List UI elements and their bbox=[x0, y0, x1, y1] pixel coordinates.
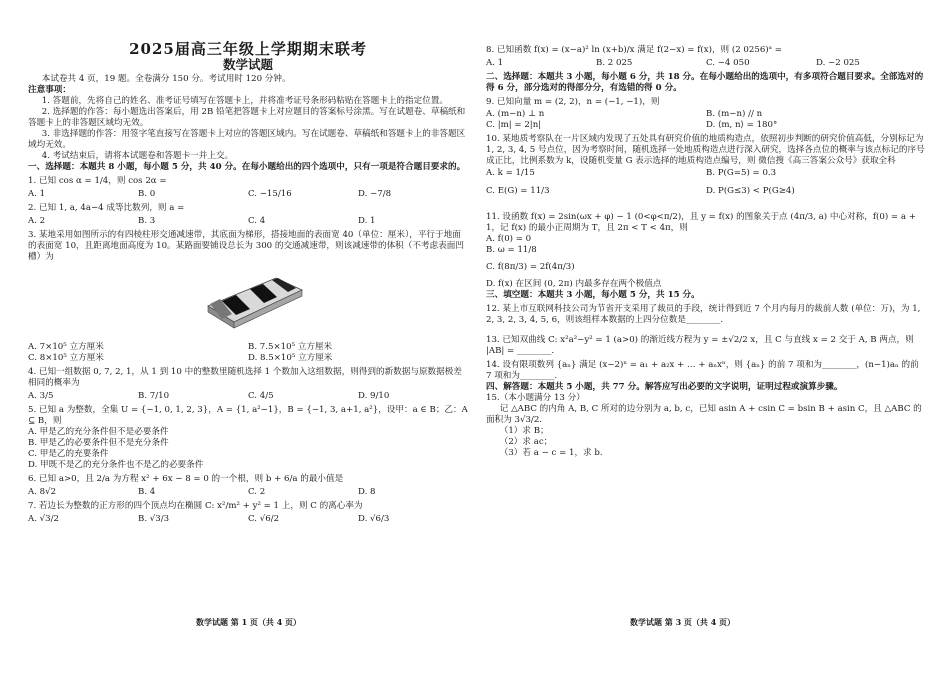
option-c: C. −4 050 bbox=[706, 58, 750, 68]
notice-header: 注意事项： bbox=[28, 85, 71, 95]
question-15-header: 15.（本小题满分 13 分） bbox=[486, 393, 585, 403]
options-row bbox=[28, 391, 468, 402]
option-d: D. f(x) 在区间 (0, 2π) 内最多存在两个极值点 bbox=[486, 279, 662, 289]
option-b: B. 4 bbox=[138, 487, 156, 497]
notice-item: 4. 考试结束后，请将本试题卷和答题卡一并上交。 bbox=[41, 151, 234, 161]
notice-item: 2. 选择题的作答：每小题选出答案后，用 2B 铅笔把答题卡上对应题目的答案标号涂黑。写在试题卷、草稿纸和答题卡上的非答题区域均无效。 bbox=[28, 107, 466, 128]
section-1-header: 一、选择题：本题共 8 小题，每小题 5 分，共 40 分。在每小题给出的四个选项中，只有一项是符合题目要求的。 bbox=[28, 162, 466, 172]
exam-title: 2025届高三年级上学期期末联考 bbox=[129, 40, 367, 58]
option-c: C. |m| = 2|n| bbox=[486, 120, 542, 130]
option-b: B. 7.5×10⁵ 立方厘米 bbox=[248, 342, 333, 352]
question-11 bbox=[486, 212, 926, 290]
speed-bump-figure bbox=[206, 268, 304, 332]
question-stem: 4. 已知一组数据 0, 7, 2, 1，从 1 到 10 中的整数里随机选择 1 个数加入这组数据，则得到的新数据与原数据极差相同的概率为 bbox=[28, 367, 462, 388]
option-b: B. 2 025 bbox=[596, 58, 633, 68]
option-a: A. 甲是乙的充分条件但不是必要条件 bbox=[28, 427, 169, 437]
option-d: D. 甲既不是乙的充分条件也不是乙的必要条件 bbox=[28, 460, 204, 470]
option-d: D. ⟨m, n⟩ = 180° bbox=[706, 120, 778, 130]
question-3 bbox=[28, 230, 468, 364]
option-c: C. 4/5 bbox=[248, 391, 274, 401]
option-d: D. −7/8 bbox=[358, 189, 392, 199]
question-2 bbox=[28, 203, 468, 227]
option-d: D. P(G≤3) < P(G≥4) bbox=[706, 186, 795, 196]
question-8 bbox=[486, 45, 926, 69]
notice-item: 3. 非选择题的作答：用签字笔直接写在答题卡上对应的答题区域内。写在试题卷、草稿纸和答题卡上的非答题区域均无效。 bbox=[28, 129, 466, 150]
question-stem: 2. 已知 1, a, 4a−4 成等比数列，则 a = bbox=[28, 203, 185, 213]
option-d: D. 9/10 bbox=[358, 391, 390, 401]
page-footer-right: 数学试题 第 3 页（共 4 页） bbox=[630, 617, 736, 627]
option-b: B. √3/3 bbox=[138, 514, 170, 524]
option-c: C. √6/2 bbox=[248, 514, 280, 524]
option-a: A. (m−n) ⊥ n bbox=[486, 109, 545, 119]
question-4 bbox=[28, 367, 468, 402]
question-6 bbox=[28, 474, 468, 498]
option-b: B. 甲是乙的必要条件但不是充分条件 bbox=[28, 438, 169, 448]
question-13: 13. 已知双曲线 C: x²a²−y² = 1 (a>0) 的渐近线方程为 y = ±√2/2 x，且 C 与直线 x = 2 交于 A, B 两点，则 |AB| = ________. bbox=[486, 335, 914, 356]
question-stem: 8. 已知函数 f(x) = (x−a)² ln (x+b)/x 满足 f(2−x) = f(x)，则 (2 0256)ᵃ = bbox=[486, 45, 782, 55]
option-b: B. ω = 11/8 bbox=[486, 245, 537, 255]
question-stem: 10. 某地质考察队在一片区域内发现了五处具有研究价值的地质构造点，依照初步判断的研究价值高低，分别标记为 1, 2, 3, 4, 5 号点位，因为考察时间，随机选择一处地质构造点进行深入研究，选择各点位的概率与该点标记的序号成正比，比例系数为 k，设随机变量 G 表示选择的地质构造点编号，则 微信搜《高三答案公众号》获取全科 bbox=[486, 134, 925, 166]
options-row bbox=[28, 487, 468, 498]
question-15-part: （3）若 a − c = 1，求 b. bbox=[499, 448, 603, 458]
notice-item: 1. 答题前，先将自己的姓名、准考证号填写在答题卡上，并将准考证号条形码粘贴在答题卡上的指定位置。 bbox=[41, 96, 448, 106]
option-d: D. 8.5×10⁵ 立方厘米 bbox=[248, 353, 333, 363]
option-a: A. 1 bbox=[28, 189, 46, 199]
option-b: B. 0 bbox=[138, 189, 156, 199]
option-d: D. −2 025 bbox=[816, 58, 860, 68]
option-d: D. 8 bbox=[358, 487, 376, 497]
question-15-body: 记 △ABC 的内角 A, B, C 所对的边分别为 a, b, c，已知 asin A + csin C = bsin B + asin C，且 △ABC 的面积为 3√3/2. bbox=[486, 404, 922, 425]
options-row bbox=[28, 216, 468, 227]
option-c: C. −15/16 bbox=[248, 189, 292, 199]
options-row bbox=[486, 58, 926, 69]
question-15-part: （1）求 B； bbox=[499, 426, 549, 436]
question-7 bbox=[28, 501, 468, 525]
exam-info: 本试卷共 4 页，19 题。全卷满分 150 分。考试用时 120 分钟。 bbox=[41, 74, 291, 84]
options-grid bbox=[486, 186, 926, 197]
option-c: C. E(G) = 11/3 bbox=[486, 186, 550, 196]
question-5 bbox=[28, 405, 468, 471]
option-d: D. 1 bbox=[358, 216, 376, 226]
question-9 bbox=[486, 97, 926, 131]
option-c: C. f(8π/3) = 2f(4π/3) bbox=[486, 262, 575, 272]
option-c: C. 8×10⁵ 立方厘米 bbox=[28, 353, 104, 363]
option-a: A. 2 bbox=[28, 216, 46, 226]
options-grid bbox=[486, 109, 926, 131]
question-12: 12. 某上市互联网科技公司为节省开支采用了裁员的手段，统计得到近 7 个月内每月的裁前人数 (单位：万)，为 1, 2, 3, 2, 3, 4, 5, 6，则该组样本数据的上四分位数是________. bbox=[486, 304, 921, 325]
option-a: A. 3/5 bbox=[28, 391, 54, 401]
option-c: C. 4 bbox=[248, 216, 266, 226]
page-3 bbox=[486, 0, 926, 459]
options-row bbox=[28, 189, 468, 200]
option-b: B. P(G=5) = 0.3 bbox=[706, 168, 777, 178]
option-a: A. 1 bbox=[486, 58, 504, 68]
option-a: A. k = 1/15 bbox=[486, 168, 535, 178]
option-a: A. √3/2 bbox=[28, 514, 59, 524]
page-footer-left: 数学试题 第 1 页（共 4 页） bbox=[196, 617, 302, 627]
section-3-header: 三、填空题：本题共 3 小题，每小题 5 分，共 15 分。 bbox=[486, 290, 700, 300]
option-b: B. 7/10 bbox=[138, 391, 170, 401]
option-a: A. 8√2 bbox=[28, 487, 57, 497]
question-stem: 1. 已知 cos α = 1/4，则 cos 2α = bbox=[28, 176, 167, 186]
question-stem: 5. 已知 a 为整数，全集 U = {−1, 0, 1, 2, 3}，A = {1, a²−1}，B = {−1, 3, a+1, a²}，设甲：a ∈ B；乙：A ⊆ B，则 bbox=[28, 405, 468, 426]
question-stem: 6. 已知 a>0，且 2/a 为方程 x² + 6x − 8 = 0 的一个根，则 b + 6/a 的最小值是 bbox=[28, 474, 344, 484]
question-stem: 3. 某地采用如图所示的有四棱柱形交通减速带，其底面为梯形，搭接地面的表面宽 40（单位：厘米），平行于地面的表面宽 10，且距离地面高度为 10。某路面要铺设总长为 300 的交通减速带，则该减速带的体积（不考虑表面凹槽）为 bbox=[28, 230, 464, 262]
options-grid bbox=[486, 168, 926, 179]
option-c: C. 2 bbox=[248, 487, 266, 497]
section-4-header: 四、解答题：本题共 5 小题，共 77 分。解答应写出必要的文字说明，证明过程或演算步骤。 bbox=[486, 382, 843, 392]
question-stem: 7. 若边长为整数的正方形的四个顶点均在椭圆 C: x²/m² + y² = 1 上，则 C 的离心率为 bbox=[28, 501, 363, 511]
option-b: B. (m−n) // n bbox=[706, 109, 763, 119]
options-row bbox=[28, 514, 468, 525]
option-a: A. 7×10⁵ 立方厘米 bbox=[28, 342, 104, 352]
section-2-header: 二、选择题：本题共 3 小题，每小题 6 分，共 18 分。在每小题给出的选项中，有多项符合题目要求。全部选对的得 6 分，部分选对的得部分分，有选错的得 0 分。 bbox=[486, 72, 924, 93]
question-10 bbox=[486, 134, 926, 197]
question-14: 14. 设有限项数列 {aₙ} 满足 (x−2)ⁿ = a₁ + a₂x + … + aₙxⁿ，则 {aₙ} 的前 7 项和为________，(n−1)aₙ 的前 7 项和为________. bbox=[486, 360, 919, 381]
option-d: D. √6/3 bbox=[358, 514, 390, 524]
options-grid bbox=[28, 342, 468, 364]
exam-subtitle: 数学试题 bbox=[222, 57, 273, 72]
question-15-part: （2）求 ac； bbox=[499, 437, 553, 447]
option-c: C. 甲是乙的充要条件 bbox=[28, 449, 109, 459]
question-stem: 11. 设函数 f(x) = 2sin(ωx + φ) − 1 (0<φ<π/2)，且 y = f(x) 的图象关于点 (4π/3, a) 中心对称，f(0) = a + 1，记 f(x) 的最小正周期为 T，且 2π < T < 4π，则 bbox=[486, 212, 916, 233]
page-1 bbox=[28, 0, 468, 525]
option-b: B. 3 bbox=[138, 216, 156, 226]
question-stem: 9. 已知向量 m = (2, 2)，n = (−1, −1)，则 bbox=[486, 97, 660, 107]
question-1 bbox=[28, 176, 468, 200]
option-a: A. f(0) = 0 bbox=[486, 234, 532, 244]
